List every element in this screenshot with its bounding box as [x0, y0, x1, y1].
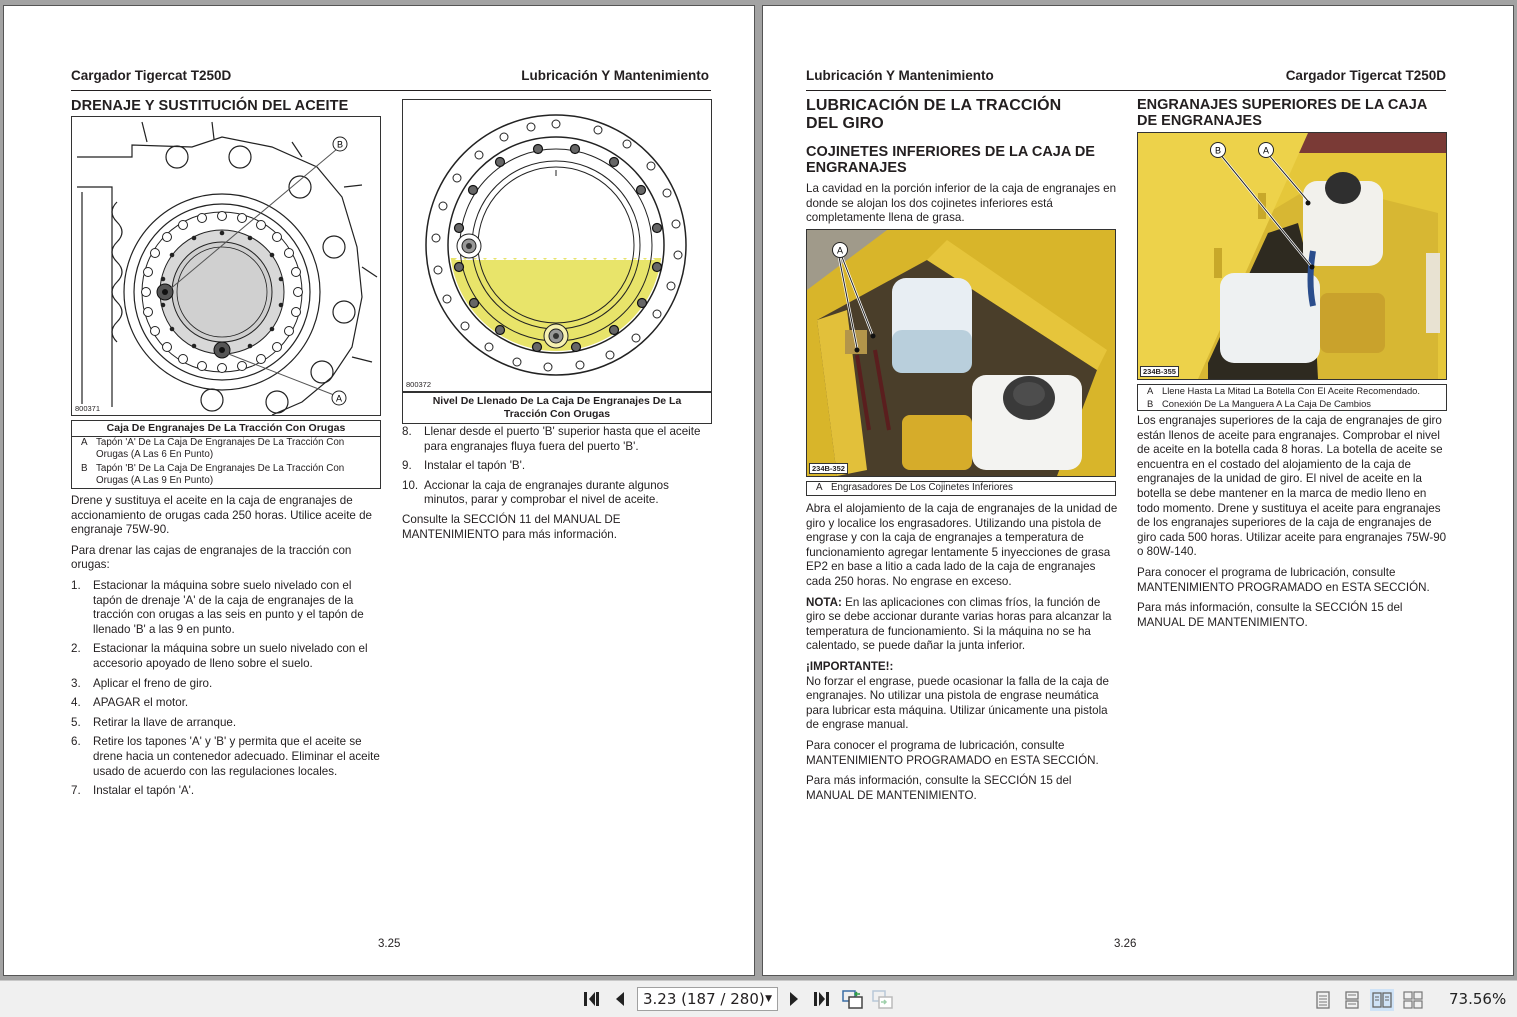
legend-row: A Llene Hasta La Mitad La Botella Con El Aceite Recomendado.	[1147, 385, 1420, 396]
svg-text:B: B	[1214, 145, 1222, 156]
steps-list	[71, 579, 383, 799]
photo-lower-bearing-greasers	[806, 229, 1116, 477]
svg-text:A: A	[1262, 145, 1270, 156]
callout-b	[333, 137, 347, 151]
figure2-legend	[402, 392, 712, 424]
view-continuous-button[interactable]	[1340, 989, 1364, 1011]
document-page-right	[762, 5, 1514, 976]
view-facing-button[interactable]	[1370, 989, 1394, 1011]
legend-row: A Engrasadores De Los Cojinetes Inferiores	[816, 482, 1013, 493]
callout-a	[1259, 143, 1274, 158]
gearbox-line-drawing	[72, 117, 380, 415]
last-page-icon	[813, 991, 831, 1007]
photo1-legend	[806, 481, 1116, 496]
plug-a-drain-port	[544, 324, 568, 348]
intro-paragraph: Drene y sustituya el aceite en la caja de engranajes de accionamiento de orugas cada 250 horas. Utilice aceite de engranaje 75W-90.	[71, 494, 372, 537]
schedule-reference: Para conocer el programa de lubricación, consulte MANTENIMIENTO PROGRAMADO en ESTA SECCIÓN.	[1137, 565, 1430, 594]
figure-id: 800372	[406, 380, 432, 389]
important-label: ¡IMPORTANTE!:	[806, 659, 894, 673]
step-item: 4. APAGAR el motor.	[71, 696, 189, 710]
photo-id: 234B-352	[809, 463, 848, 474]
header-rule	[71, 90, 711, 91]
running-head-left: Lubricación Y Mantenimiento	[806, 68, 994, 83]
svg-text:A: A	[335, 393, 343, 404]
photo-illustration	[1138, 133, 1446, 379]
subsection1-body	[806, 502, 1118, 809]
header-rule	[806, 90, 1446, 91]
next-page-icon	[787, 991, 801, 1007]
note-paragraph: NOTA: En las aplicaciones con climas fríos, la función de giro se debe accionar durante varias horas para alcanzar la temperatura de funcionamiento. Si la máquina no se ha calentado, se puede dañar la junta inferior.	[806, 595, 1112, 653]
view-single-page-button[interactable]	[1311, 989, 1335, 1011]
previous-view-icon	[842, 989, 864, 1009]
single-page-icon	[1315, 991, 1331, 1009]
grease-instructions: Abra el alojamiento de la caja de engranajes de la unidad de giro y localice los engrasadores. Utilizando una pistola de engrase y con la caja de engranajes a temperatura de funcionamiento agregar lentamente 5 inyecciones de grasa EP2 en base a litio a cada lado de la caja de engranajes cada 250 horas. No engrase en exceso.	[806, 502, 1118, 588]
photo2-legend	[1137, 384, 1447, 411]
previous-page-icon	[613, 991, 627, 1007]
photo-id: 234B-355	[1140, 366, 1179, 377]
intro-paragraph: Para drenar las cajas de engranajes de la tracción con orugas:	[71, 543, 352, 572]
chevron-down-icon: ▼	[765, 994, 772, 1004]
first-page-button[interactable]	[581, 989, 603, 1009]
document-page-left	[3, 5, 755, 976]
callout-b	[1211, 143, 1226, 158]
view-continuous-facing-button[interactable]	[1401, 989, 1425, 1011]
svg-text:B: B	[336, 139, 344, 150]
legend-row: B Conexión De La Manguera A La Caja De Cambios	[1147, 397, 1371, 409]
previous-view-button[interactable]	[842, 989, 864, 1009]
facing-pages-icon	[1372, 991, 1392, 1009]
step-item: 7. Instalar el tapón 'A'.	[71, 784, 195, 798]
step-item: 1. Estacionar la máquina sobre suelo nivelado con el tapón de drenaje 'A' de la caja de engranajes de la tracción con orugas a las seis en punto y el tapón de llenado 'B' a las 9 en punto.	[71, 578, 364, 636]
photo-illustration	[807, 230, 1115, 476]
step-item: 10. Accionar la caja de engranajes durante algunos minutos, parar y comprobar el nivel de aceite.	[402, 478, 669, 507]
callout-a	[332, 391, 346, 405]
step-item: 6. Retire los tapones 'A' y 'B' y permita que el aceite se drene hacia un contenedor adecuado. Eliminar el aceite usado de acuerdo con las regulaciones locales.	[71, 735, 380, 778]
figure-id: 800371	[75, 404, 101, 413]
photo-upper-gear-bottle	[1137, 132, 1447, 380]
closing-reference: Consulte la SECCIÓN 11 del MANUAL DE MANTENIMIENTO para más información.	[402, 512, 621, 541]
step-item: 5. Retirar la llave de arranque.	[71, 715, 237, 729]
next-view-icon	[872, 989, 894, 1009]
figure-track-drive-gearbox	[71, 116, 381, 416]
page-selector[interactable]	[637, 987, 778, 1011]
upper-gear-paragraph: Los engranajes superiores de la caja de engranajes de giro están llenos de aceite para engranajes. Comprobar el nivel de aceite en la botella cada 8 horas. La botella de aceite se encuentra en el costado del alojamiento de la caja de engranajes de la unidad de giro. El nivel de aceite en la botella se debe mantener en la marca de medio lleno en todo momento. Drene y sustituya el aceite para engranajes de los engranajes superiores de la caja de engranajes de giro cada 500 horas. Utilizar aceite para engranajes 75W-90 o 80W-140.	[1137, 414, 1447, 559]
more-info-reference: Para más información, consulte la SECCIÓN 15 del MANUAL DE MANTENIMIENTO.	[1137, 601, 1403, 629]
next-page-button[interactable]	[783, 989, 805, 1009]
important-paragraph: No forzar el engrase, puede ocasionar la falla de la caja de engranajes. No utilizar una pistola de engrase neumática para lubricar esta máquina. Utilizar únicamente una pistola de engrase manual.	[806, 674, 1109, 732]
step-item: 2. Estacionar la máquina sobre un suelo nivelado con el accesorio apoyado de lleno sobre el suelo.	[71, 642, 368, 670]
svg-text:A: A	[836, 245, 844, 256]
step-item: 8. Llenar desde el puerto 'B' superior hasta que el aceite para engranajes fluya fuera del puerto 'B'.	[402, 425, 701, 453]
figure1-legend	[71, 420, 381, 489]
subsection1-intro	[806, 182, 1118, 232]
figure1-caption: Caja De Engranajes De La Tracción Con Orugas	[72, 421, 380, 437]
intro-paragraph: La cavidad en la porción inferior de la caja de engranajes en donde se alojan los dos cojinetes inferiores está completamente llena de grasa.	[806, 182, 1117, 225]
first-page-icon	[583, 991, 601, 1007]
figure2-caption: Nivel De Llenado De La Caja De Engranajes De La Tracción Con Orugas	[432, 395, 682, 420]
last-page-button[interactable]	[811, 989, 833, 1009]
running-head-left: Cargador Tigercat T250D	[71, 68, 232, 83]
plug-b-fill-port	[457, 234, 481, 258]
right-column-text	[402, 425, 712, 548]
section-title: DRENAJE Y SUSTITUCIÓN DEL ACEITE	[71, 98, 349, 114]
continuous-page-icon	[1344, 991, 1360, 1009]
step-item: 3. Aplicar el freno de giro.	[71, 676, 213, 690]
plug-b-marker	[157, 284, 173, 300]
page-number: 3.25	[378, 938, 401, 950]
page-selector-value: 3.23 (187 / 280)	[643, 990, 765, 1008]
zoom-level[interactable]: 73.56%	[1449, 990, 1507, 1008]
plug-a-marker	[214, 342, 230, 358]
left-column-text	[71, 494, 383, 804]
subsection2-body	[1137, 414, 1449, 636]
previous-page-button[interactable]	[609, 989, 631, 1009]
section-title: LUBRICACIÓN DE LA TRACCIÓN DEL GIRO	[806, 97, 1062, 132]
schedule-reference: Para conocer el programa de lubricación, consulte MANTENIMIENTO PROGRAMADO en ESTA SECCIÓN.	[806, 738, 1099, 767]
subsection-title: COJINETES INFERIORES DE LA CAJA DE ENGRANAJES	[806, 144, 1095, 176]
steps-list-continued	[402, 425, 712, 508]
viewer-toolbar	[0, 980, 1517, 1017]
more-info-reference: Para más información, consulte la SECCIÓN 15 del MANUAL DE MANTENIMIENTO.	[806, 774, 1072, 802]
legend-row: B Tapón 'B' De La Caja De Engranajes De La Tracción Con Orugas (A Las 9 En Punto)	[81, 462, 345, 486]
step-item: 9. Instalar el tapón 'B'.	[402, 459, 526, 473]
fill-level-diagram	[403, 100, 711, 391]
continuous-facing-icon	[1403, 991, 1423, 1009]
running-head-right: Lubricación Y Mantenimiento	[521, 68, 709, 83]
legend-row: A Tapón 'A' De La Caja De Engranajes De La Tracción Con Orugas (A Las 6 En Punto)	[81, 436, 345, 460]
subsection-title: ENGRANAJES SUPERIORES DE LA CAJA DE ENGRANAJES	[1137, 97, 1427, 129]
running-head-right: Cargador Tigercat T250D	[1285, 68, 1446, 83]
callout-a	[833, 243, 848, 258]
page-number: 3.26	[1114, 938, 1137, 950]
next-view-button[interactable]	[872, 989, 894, 1009]
figure-fill-level	[402, 99, 712, 392]
